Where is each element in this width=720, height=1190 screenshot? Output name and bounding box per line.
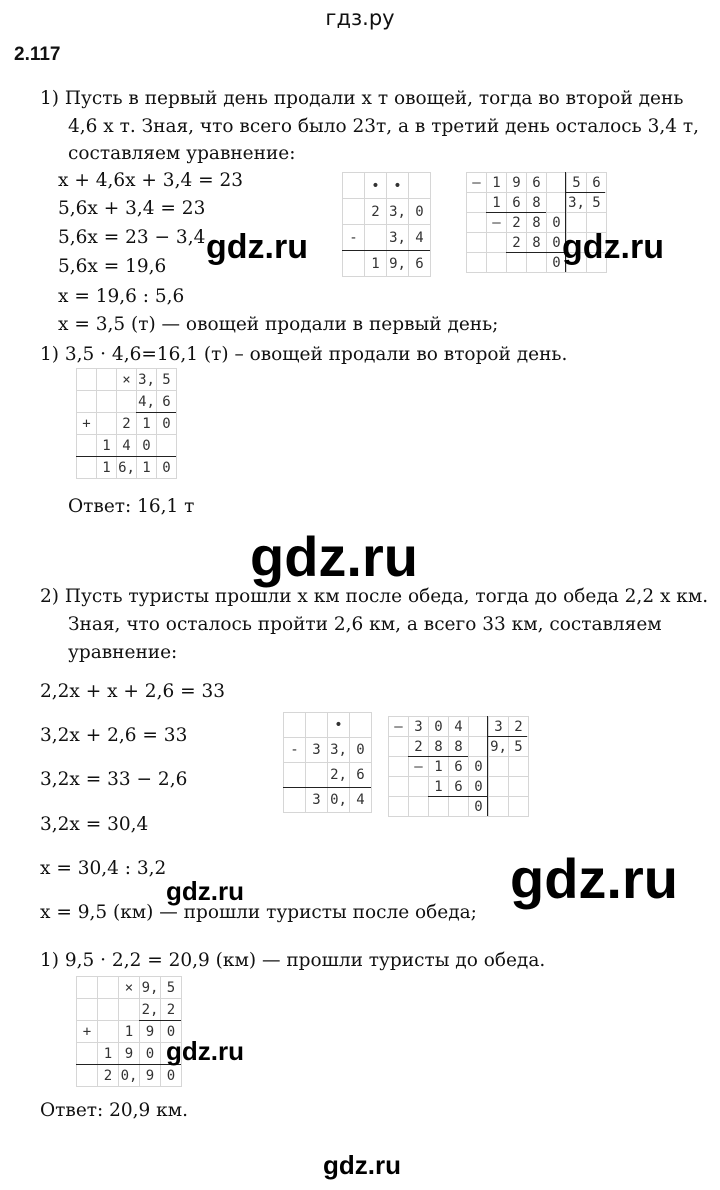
result-line bbox=[76, 456, 176, 457]
grid-cell: 5 bbox=[587, 193, 607, 213]
part2-answer: Ответ: 20,9 км. bbox=[40, 1100, 189, 1121]
grid-cell: 9 bbox=[140, 1065, 161, 1087]
grid-cell bbox=[489, 777, 509, 797]
grid-cell bbox=[469, 717, 489, 737]
grid-cell: 2 bbox=[98, 1065, 119, 1087]
grid-cell: 5 bbox=[509, 737, 529, 757]
part2-equation: x = 30,4 : 3,2 bbox=[40, 858, 167, 879]
grid-cell: 1 bbox=[98, 1043, 119, 1065]
grid-cell bbox=[489, 757, 509, 777]
grid-cell: 2 bbox=[161, 999, 182, 1021]
part2-equation: 2,2x + x + 2,6 = 33 bbox=[40, 681, 226, 702]
product-line bbox=[408, 756, 468, 757]
site-title: гдз.ру bbox=[325, 6, 395, 30]
grid-cell: 0 bbox=[161, 1065, 182, 1087]
grid-cell: 5 bbox=[567, 173, 587, 193]
grid-cell bbox=[489, 797, 509, 817]
grid-cell: • bbox=[387, 173, 409, 199]
grid-cell: 6 bbox=[587, 173, 607, 193]
grid-cell: 0 bbox=[429, 717, 449, 737]
grid-cell: 8 bbox=[429, 737, 449, 757]
grid-cell: 6 bbox=[527, 173, 547, 193]
grid-cell bbox=[98, 999, 119, 1021]
grid-cell bbox=[77, 369, 97, 391]
grid-cell bbox=[77, 1065, 98, 1087]
grid-cell bbox=[547, 193, 567, 213]
grid-cell bbox=[306, 763, 328, 788]
grid-cell bbox=[365, 225, 387, 251]
grid-cell bbox=[77, 457, 97, 479]
grid-cell: 0 bbox=[137, 435, 157, 457]
grid-cell: 9 bbox=[507, 173, 527, 193]
subtraction-column-grid bbox=[342, 172, 431, 277]
grid-cell: 4 bbox=[350, 788, 372, 813]
grid-cell bbox=[77, 999, 98, 1021]
grid-cell bbox=[389, 737, 409, 757]
part2-intro-line-3: уравнение: bbox=[68, 642, 178, 663]
part2-step: 1) 9,5 · 2,2 = 20,9 (км) — прошли туристы до обеда. bbox=[40, 950, 546, 971]
part1-equation: x = 3,5 (т) — овощей продали в первый день; bbox=[58, 314, 499, 335]
grid-cell: 8 bbox=[449, 737, 469, 757]
grid-cell: 0 bbox=[350, 738, 372, 763]
grid-cell: 1 bbox=[119, 1021, 140, 1043]
watermark: gdz.ru bbox=[206, 228, 308, 266]
grid-cell: 3 bbox=[306, 738, 328, 763]
grid-cell: 6 bbox=[507, 193, 527, 213]
grid-cell: 2 bbox=[117, 413, 137, 435]
subtraction-column-grid bbox=[283, 712, 372, 813]
grid-cell: + bbox=[77, 413, 97, 435]
grid-cell bbox=[77, 435, 97, 457]
grid-cell bbox=[97, 413, 117, 435]
grid-cell bbox=[97, 391, 117, 413]
grid-cell bbox=[98, 977, 119, 999]
grid-cell bbox=[389, 757, 409, 777]
grid-cell: 4 bbox=[117, 435, 137, 457]
grid-cell: 0 bbox=[161, 1021, 182, 1043]
grid-cell: 2 bbox=[509, 717, 529, 737]
grid-cell: × bbox=[117, 369, 137, 391]
grid-cell bbox=[389, 777, 409, 797]
grid-cell bbox=[467, 213, 487, 233]
grid-cell: 0 bbox=[140, 1043, 161, 1065]
part1-intro-line-2: 4,6 x т. Зная, что всего было 23т, а в третий день осталось 3,4 т, bbox=[68, 116, 700, 137]
grid-cell: 2 bbox=[365, 199, 387, 225]
grid-cell bbox=[449, 797, 469, 817]
grid-cell: 3, bbox=[137, 369, 157, 391]
result-line bbox=[342, 250, 430, 251]
grid-cell bbox=[467, 193, 487, 213]
grid-cell: 2, bbox=[328, 763, 350, 788]
grid-cell bbox=[284, 788, 306, 813]
grid-cell: 9 bbox=[140, 1021, 161, 1043]
result-line bbox=[283, 787, 371, 788]
grid-cell: 9, bbox=[489, 737, 509, 757]
part1-equation: 5,6x + 3,4 = 23 bbox=[58, 198, 206, 219]
divisor-line bbox=[565, 192, 605, 193]
grid-cell bbox=[77, 391, 97, 413]
grid-cell: 1 bbox=[365, 251, 387, 277]
grid-cell: 4, bbox=[137, 391, 157, 413]
grid-cell bbox=[487, 253, 507, 273]
part2-intro-line-2: Зная, что осталось пройти 2,6 км, а всего 33 км, составляем bbox=[68, 614, 662, 635]
watermark: gdz.ru bbox=[510, 847, 678, 910]
grid-cell: 6 bbox=[409, 251, 431, 277]
part2-equation: 3,2x = 30,4 bbox=[40, 814, 149, 835]
grid-cell: 0 bbox=[547, 253, 567, 273]
grid-cell bbox=[284, 713, 306, 738]
grid-cell bbox=[119, 999, 140, 1021]
grid-cell: 8 bbox=[527, 213, 547, 233]
product-line bbox=[506, 252, 566, 253]
grid-cell: 2 bbox=[507, 213, 527, 233]
multiplication-column-grid bbox=[76, 368, 177, 479]
grid-cell: 1 bbox=[487, 173, 507, 193]
grid-cell: 0 bbox=[547, 233, 567, 253]
grid-cell: 3, bbox=[387, 225, 409, 251]
grid-cell bbox=[117, 391, 137, 413]
grid-cell: - bbox=[343, 225, 365, 251]
part1-equation: 5,6x = 19,6 bbox=[58, 256, 167, 277]
grid-cell: 3, bbox=[387, 199, 409, 225]
grid-cell bbox=[343, 199, 365, 225]
watermark: gdz.ru bbox=[562, 228, 664, 266]
grid-cell: 1 bbox=[137, 413, 157, 435]
grid-cell: 6 bbox=[350, 763, 372, 788]
grid-cell: 0 bbox=[157, 413, 177, 435]
grid-cell: 0 bbox=[157, 457, 177, 479]
product-line bbox=[486, 212, 546, 213]
grid-cell bbox=[97, 369, 117, 391]
grid-cell bbox=[429, 797, 449, 817]
grid-cell: 8 bbox=[527, 233, 547, 253]
part1-equation: 5,6x = 23 − 3,4 bbox=[58, 227, 206, 248]
grid-cell: – bbox=[467, 173, 487, 193]
grid-cell bbox=[409, 777, 429, 797]
product-line bbox=[428, 796, 488, 797]
division-column-grid bbox=[388, 716, 529, 817]
grid-cell: 1 bbox=[487, 193, 507, 213]
grid-cell bbox=[509, 797, 529, 817]
grid-cell: 5 bbox=[157, 369, 177, 391]
grid-cell: 8 bbox=[527, 193, 547, 213]
grid-cell: 2, bbox=[140, 999, 161, 1021]
grid-cell: 3 bbox=[489, 717, 509, 737]
grid-cell: 0 bbox=[469, 777, 489, 797]
grid-cell: 0 bbox=[469, 797, 489, 817]
grid-cell: + bbox=[77, 1021, 98, 1043]
grid-cell bbox=[547, 173, 567, 193]
grid-cell: × bbox=[119, 977, 140, 999]
grid-cell: 3, bbox=[328, 738, 350, 763]
watermark: gdz.ru bbox=[166, 876, 244, 906]
part2-intro-line-1: 2) Пусть туристы прошли x км после обеда, тогда до обеда 2,2 x км. bbox=[40, 586, 709, 607]
grid-cell bbox=[509, 757, 529, 777]
grid-cell: 3 bbox=[306, 788, 328, 813]
grid-cell: 1 bbox=[429, 777, 449, 797]
grid-cell: 2 bbox=[409, 737, 429, 757]
grid-cell: 0, bbox=[328, 788, 350, 813]
part1-answer: Ответ: 16,1 т bbox=[68, 496, 195, 517]
grid-cell: 2 bbox=[507, 233, 527, 253]
grid-cell bbox=[469, 737, 489, 757]
grid-cell: 6 bbox=[449, 757, 469, 777]
grid-cell: 0 bbox=[469, 757, 489, 777]
grid-cell: 0 bbox=[547, 213, 567, 233]
grid-cell: 5 bbox=[161, 977, 182, 999]
grid-cell: 9, bbox=[140, 977, 161, 999]
grid-cell: • bbox=[328, 713, 350, 738]
grid-cell: 1 bbox=[97, 457, 117, 479]
grid-cell: 9 bbox=[119, 1043, 140, 1065]
watermark: gdz.ru bbox=[323, 1150, 401, 1180]
grid-cell: 6, bbox=[117, 457, 137, 479]
part2-equation: 3,2x = 33 − 2,6 bbox=[40, 769, 188, 790]
grid-cell: 9, bbox=[387, 251, 409, 277]
part1-step: 1) 3,5 · 4,6=16,1 (т) – овощей продали во второй день. bbox=[40, 344, 568, 365]
grid-cell bbox=[509, 777, 529, 797]
grid-cell bbox=[409, 173, 431, 199]
grid-cell: 4 bbox=[409, 225, 431, 251]
grid-cell bbox=[350, 713, 372, 738]
grid-cell: 0 bbox=[409, 199, 431, 225]
multiplication-column-grid bbox=[76, 976, 182, 1087]
grid-cell bbox=[487, 233, 507, 253]
task-number: 2.117 bbox=[14, 44, 61, 65]
grid-cell bbox=[306, 713, 328, 738]
grid-cell bbox=[284, 763, 306, 788]
grid-cell: – bbox=[487, 213, 507, 233]
grid-cell bbox=[343, 251, 365, 277]
grid-cell: – bbox=[409, 757, 429, 777]
divisor-line bbox=[487, 736, 527, 737]
watermark: gdz.ru bbox=[166, 1036, 244, 1066]
grid-cell bbox=[77, 977, 98, 999]
grid-cell: 3 bbox=[409, 717, 429, 737]
grid-cell bbox=[157, 435, 177, 457]
grid-cell: 3, bbox=[567, 193, 587, 213]
grid-cell: 1 bbox=[137, 457, 157, 479]
part1-intro-line-3: составляем уравнение: bbox=[68, 143, 296, 164]
grid-cell bbox=[77, 1043, 98, 1065]
watermark: gdz.ru bbox=[250, 525, 418, 588]
part1-equation: x = 19,6 : 5,6 bbox=[58, 286, 185, 307]
grid-cell: • bbox=[365, 173, 387, 199]
grid-cell: 6 bbox=[157, 391, 177, 413]
grid-cell bbox=[467, 253, 487, 273]
grid-cell: 0, bbox=[119, 1065, 140, 1087]
grid-cell bbox=[507, 253, 527, 273]
grid-cell bbox=[467, 233, 487, 253]
grid-cell bbox=[527, 253, 547, 273]
grid-cell: 1 bbox=[429, 757, 449, 777]
product-line bbox=[139, 1020, 181, 1021]
product-line bbox=[136, 412, 176, 413]
grid-cell: 1 bbox=[97, 435, 117, 457]
grid-cell bbox=[343, 173, 365, 199]
grid-cell: – bbox=[389, 717, 409, 737]
grid-cell: 4 bbox=[449, 717, 469, 737]
grid-cell bbox=[409, 797, 429, 817]
part1-intro-line-1: 1) Пусть в первый день продали x т овощей, тогда во второй день bbox=[40, 88, 684, 109]
grid-cell bbox=[389, 797, 409, 817]
division-bar bbox=[487, 716, 488, 816]
part1-equation: x + 4,6x + 3,4 = 23 bbox=[58, 170, 244, 191]
grid-cell bbox=[98, 1021, 119, 1043]
part2-equation: 3,2x + 2,6 = 33 bbox=[40, 725, 188, 746]
grid-cell: 6 bbox=[449, 777, 469, 797]
grid-cell: - bbox=[284, 738, 306, 763]
part2-equation: x = 9,5 (км) — прошли туристы после обеда; bbox=[40, 902, 477, 923]
